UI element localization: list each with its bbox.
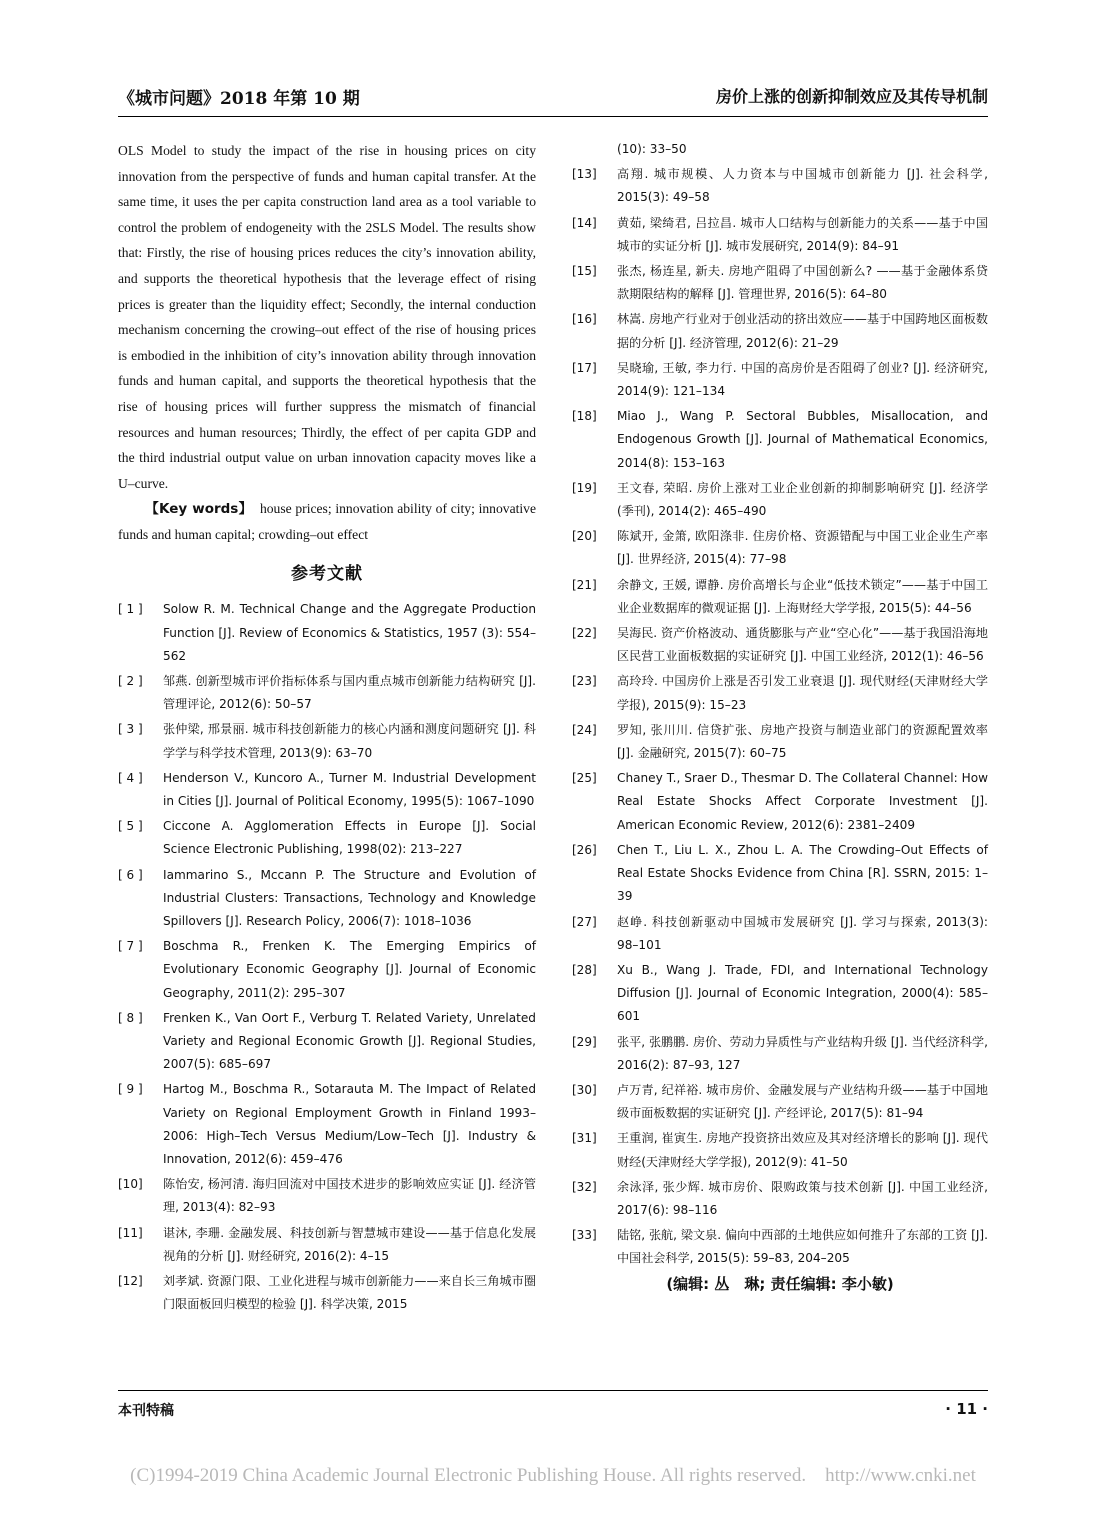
reference-item bbox=[118, 670, 536, 716]
reference-text: 刘孝斌. 资源门限、工业化进程与城市创新能力——来自长三角城市圈门限面板回归模型的检验 [J]. 科学决策, 2015 bbox=[163, 1274, 536, 1312]
reference-text: 陈斌开, 金箫, 欧阳涤非. 住房价格、资源错配与中国工业企业生产率 [J]. 世界经济, 2015(4): 77–98 bbox=[617, 529, 988, 567]
reference-number: [29] bbox=[572, 1034, 597, 1049]
reference-text: 赵峥. 科技创新驱动中国城市发展研究 [J]. 学习与探索, 2013(3): 98–101 bbox=[617, 914, 988, 952]
reference-list-right bbox=[572, 163, 988, 1270]
reference-item bbox=[118, 598, 536, 668]
header-rule bbox=[118, 116, 988, 117]
reference-number: [23] bbox=[572, 674, 597, 689]
reference-item bbox=[572, 1224, 988, 1270]
reference-text: 陆铭, 张航, 梁文泉. 偏向中西部的土地供应如何推升了东部的工资 [J]. 中国社会科学, 2015(5): 59–83, 204–205 bbox=[617, 1228, 988, 1266]
reference-item bbox=[572, 260, 988, 306]
reference-text: 高翔. 城市规模、人力资本与中国城市创新能力 [J]. 社会科学, 2015(3): 49–58 bbox=[617, 167, 988, 205]
reference-item bbox=[572, 574, 988, 620]
reference-text: 林嵩. 房地产行业对于创业活动的挤出效应——基于中国跨地区面板数据的分析 [J]. 经济管理, 2012(6): 21–29 bbox=[617, 312, 988, 350]
reference-text: 吴海民. 资产价格波动、通货膨胀与产业“空心化”——基于我国沿海地区民营工业面板数据的实证研究 [J]. 中国工业经济, 2012(1): 46–56 bbox=[617, 626, 988, 664]
reference-text: 黄茹, 梁绮君, 吕拉昌. 城市人口结构与创新能力的关系——基于中国城市的实证分析 [J]. 城市发展研究, 2014(9): 84–91 bbox=[617, 215, 988, 253]
footer-section-label: 本刊特稿 bbox=[118, 1403, 174, 1419]
reference-number: [17] bbox=[572, 360, 597, 375]
article-running-title: 房价上涨的创新抑制效应及其传导机制 bbox=[715, 87, 988, 106]
reference-number: [20] bbox=[572, 529, 597, 544]
reference-text: 张杰, 杨连星, 新夫. 房地产阻碍了中国创新么? ——基于金融体系贷款期限结构的解释 [J]. 管理世界, 2016(5): 64–80 bbox=[617, 264, 988, 302]
reference-item bbox=[572, 1176, 988, 1222]
reference-text: Chaney T., Sraer D., Thesmar D. The Collateral Channel: How Real Estate Shocks Affect Corporate Investment [J]. American Economic Review, 2012(6): 2381–2409 bbox=[617, 771, 988, 832]
reference-item bbox=[118, 718, 536, 764]
right-column bbox=[572, 138, 988, 1294]
reference-item bbox=[572, 911, 988, 957]
reference-number: [ 1 ] bbox=[118, 602, 143, 617]
reference-item bbox=[118, 935, 536, 1005]
reference-text: 王重润, 崔寅生. 房地产投资挤出效应及其对经济增长的影响 [J]. 现代财经(天津财经大学学报), 2012(9): 41–50 bbox=[617, 1131, 988, 1169]
reference-text: Henderson V., Kuncoro A., Turner M. Industrial Development in Cities [J]. Journal of Political Economy, 1995(5): 1067–1090 bbox=[163, 770, 536, 808]
keywords-label: 【Key words】 bbox=[145, 501, 253, 518]
reference-text: Solow R. M. Technical Change and the Aggregate Production Function [J]. Review of Economics & Statistics, 1957 (3): 554–562 bbox=[163, 602, 536, 663]
reference-text: Miao J., Wang P. Sectoral Bubbles, Misallocation, and Endogenous Growth [J]. Journal of Mathematical Economics, 2014(8): 153–163 bbox=[617, 409, 988, 470]
reference-item bbox=[118, 1270, 536, 1316]
reference-number: [11] bbox=[118, 1225, 143, 1240]
reference-number: [21] bbox=[572, 577, 597, 592]
reference-number: [27] bbox=[572, 914, 597, 929]
reference-item bbox=[572, 1031, 988, 1077]
reference-text: Frenken K., Van Oort F., Verburg T. Related Variety, Unrelated Variety and Regional Economic Growth [J]. Regional Studies, 2007(5): 685–697 bbox=[163, 1010, 536, 1072]
copyright-watermark: (C)1994-2019 China Academic Journal Electronic Publishing House. All rights reserved. http://www.cnki.net bbox=[130, 1465, 976, 1486]
reference-text: Hartog M., Boschma R., Sotarauta M. The Impact of Related Variety on Regional Employment Growth in Finland 1993–2006: High–Tech Versus Medium/Low–Tech [J]. Industry & Innovation, 2012(6): 459–476 bbox=[163, 1082, 536, 1166]
reference-number: [24] bbox=[572, 722, 597, 737]
reference-item bbox=[572, 670, 988, 716]
reference-number: [ 3 ] bbox=[118, 722, 143, 737]
reference-number: [19] bbox=[572, 480, 597, 495]
reference-number: [18] bbox=[572, 409, 597, 424]
reference-number: [30] bbox=[572, 1082, 597, 1097]
reference-item bbox=[572, 622, 988, 668]
reference-number: [22] bbox=[572, 626, 597, 641]
reference-number: [ 9 ] bbox=[118, 1082, 143, 1097]
reference-number: [31] bbox=[572, 1131, 597, 1146]
reference-item bbox=[118, 1222, 536, 1268]
page-number: · 11 · bbox=[945, 1400, 988, 1418]
reference-number: [15] bbox=[572, 264, 597, 279]
editor-note: (编辑: 丛 琳; 责任编辑: 李小敏) bbox=[666, 1274, 894, 1293]
reference-text: Boschma R., Frenken K. The Emerging Empirics of Evolutionary Economic Geography [J]. Journal of Economic Geography, 2011(2): 295–307 bbox=[163, 939, 536, 1000]
reference-text: 陈怡安, 杨河清. 海归回流对中国技术进步的影响效应实证 [J]. 经济管理, 2013(4): 82–93 bbox=[163, 1177, 536, 1215]
reference-number: [12] bbox=[118, 1274, 143, 1288]
reference-text: Chen T., Liu L. X., Zhou L. A. The Crowding–Out Effects of Real Estate Shocks Evidence from China [R]. SSRN, 2015: 1–39 bbox=[617, 842, 988, 904]
reference-text: 吴晓瑜, 王敏, 李力行. 中国的高房价是否阻碍了创业? [J]. 经济研究, 2014(9): 121–134 bbox=[617, 360, 988, 399]
reference-item bbox=[118, 1078, 536, 1171]
reference-number: [28] bbox=[572, 962, 597, 977]
left-column bbox=[118, 138, 536, 1318]
reference-number: [16] bbox=[572, 312, 597, 327]
reference-number: [25] bbox=[572, 771, 597, 786]
reference-number: [10] bbox=[118, 1177, 143, 1192]
reference-text: 张仲梁, 邢景丽. 城市科技创新能力的核心内涵和测度问题研究 [J]. 科学学与科学技术管理, 2013(9): 63–70 bbox=[163, 722, 536, 760]
reference-item bbox=[572, 1079, 988, 1125]
reference-text: 谌沐, 李珊. 金融发展、科技创新与智慧城市建设——基于信息化发展视角的分析 [J]. 财经研究, 2016(2): 4–15 bbox=[163, 1225, 536, 1263]
reference-text: 罗知, 张川川. 信贷扩张、房地产投资与制造业部门的资源配置效率 [J]. 金融研究, 2015(7): 60–75 bbox=[617, 722, 988, 761]
reference-text: 余泳泽, 张少辉. 城市房价、限购政策与技术创新 [J]. 中国工业经济, 2017(6): 98–116 bbox=[617, 1179, 988, 1217]
reference-number: [ 6 ] bbox=[118, 867, 143, 882]
reference-item bbox=[572, 357, 988, 403]
keywords bbox=[118, 496, 536, 547]
reference-number: [ 8 ] bbox=[118, 1010, 143, 1025]
reference-text: Xu B., Wang J. Trade, FDI, and International Technology Diffusion [J]. Journal of Economic Integration, 2000(4): 585–601 bbox=[617, 962, 988, 1024]
reference-item bbox=[572, 308, 988, 354]
reference-number: [26] bbox=[572, 842, 597, 857]
reference-item bbox=[572, 525, 988, 571]
abstract-text: OLS Model to study the impact of the rise in housing prices on city innovation from the perspective of funds and human capital transfer. At the same time, it uses the per capita construction land area as a tool variable to control the problem of endogeneity with the 2SLS Model. The results show that: Firstly, the rise of housing prices reduces the city’s innovation ability, and supports the theoretical hypothesis that the leverage effect of rising prices is greater than the liquidity effect; Secondly, the internal conduction mechanism concerning the crowing–out effect of the rise of housing prices is embodied in the inhibition of city’s innovation ability through innovation funds and human capital, and supports the theoretical hypothesis that the rise of housing prices will further suppress the mismatch of financial resources and human resources; Thirdly, the effect of per capita GDP and the third industrial output value on urban innovation capacity moves like a U–curve. bbox=[118, 143, 536, 491]
reference-continuation: (10): 33–50 bbox=[617, 142, 687, 156]
reference-item bbox=[572, 719, 988, 765]
reference-text: 邹燕. 创新型城市评价指标体系与国内重点城市创新能力结构研究 [J]. 管理评论, 2012(6): 50–57 bbox=[163, 673, 536, 712]
reference-number: [ 4 ] bbox=[118, 770, 143, 785]
references-title: 参考文献 bbox=[291, 564, 363, 585]
reference-text: 高玲玲. 中国房价上涨是否引发工业衰退 [J]. 现代财经(天津财经大学学报), 2015(9): 15–23 bbox=[617, 674, 988, 712]
reference-item bbox=[572, 212, 988, 258]
reference-text: 张平, 张鹏鹏. 房价、劳动力异质性与产业结构升级 [J]. 当代经济科学, 2016(2): 87–93, 127 bbox=[617, 1034, 988, 1072]
reference-item bbox=[572, 163, 988, 209]
footer-rule bbox=[118, 1390, 988, 1391]
keywords-text: house prices; innovation ability of city; innovative funds and human capital; crowding–out effect bbox=[118, 501, 536, 543]
reference-number: [32] bbox=[572, 1179, 597, 1194]
reference-text: 王文春, 荣昭. 房价上涨对工业企业创新的抑制影响研究 [J]. 经济学(季刊), 2014(2): 465–490 bbox=[617, 480, 988, 519]
reference-item bbox=[118, 1173, 536, 1219]
reference-item bbox=[118, 767, 536, 813]
reference-item bbox=[118, 864, 536, 934]
reference-number: [ 5 ] bbox=[118, 819, 143, 834]
reference-item bbox=[118, 1007, 536, 1077]
reference-list-left bbox=[118, 598, 536, 1316]
reference-text: 余静文, 王媛, 谭静. 房价高增长与企业“低技术锁定”——基于中国工业企业数据库的微观证据 [J]. 上海财经大学学报, 2015(5): 44–56 bbox=[617, 577, 988, 615]
reference-item bbox=[572, 477, 988, 523]
reference-number: [33] bbox=[572, 1228, 597, 1243]
reference-number: [13] bbox=[572, 167, 597, 182]
reference-item bbox=[572, 839, 988, 909]
reference-text: 卢万青, 纪祥裕. 城市房价、金融发展与产业结构升级——基于中国地级市面板数据的实证研究 [J]. 产经评论, 2017(5): 81–94 bbox=[617, 1082, 988, 1121]
reference-item bbox=[572, 405, 988, 475]
journal-header: 《城市问题》2018 年第 10 期 bbox=[118, 89, 360, 109]
reference-number: [ 7 ] bbox=[118, 939, 143, 954]
reference-number: [ 2 ] bbox=[118, 673, 143, 688]
reference-item bbox=[118, 815, 536, 861]
reference-text: Ciccone A. Agglomeration Effects in Europe [J]. Social Science Electronic Publishing, 1998(02): 213–227 bbox=[163, 819, 536, 857]
reference-item bbox=[572, 959, 988, 1029]
reference-text: Iammarino S., Mccann P. The Structure and Evolution of Industrial Clusters: Transactions, Technology and Knowledge Spillovers [J]. Research Policy, 2006(7): 1018–1036 bbox=[163, 867, 536, 928]
reference-item bbox=[572, 767, 988, 837]
reference-item bbox=[572, 1127, 988, 1173]
reference-number: [14] bbox=[572, 215, 597, 230]
